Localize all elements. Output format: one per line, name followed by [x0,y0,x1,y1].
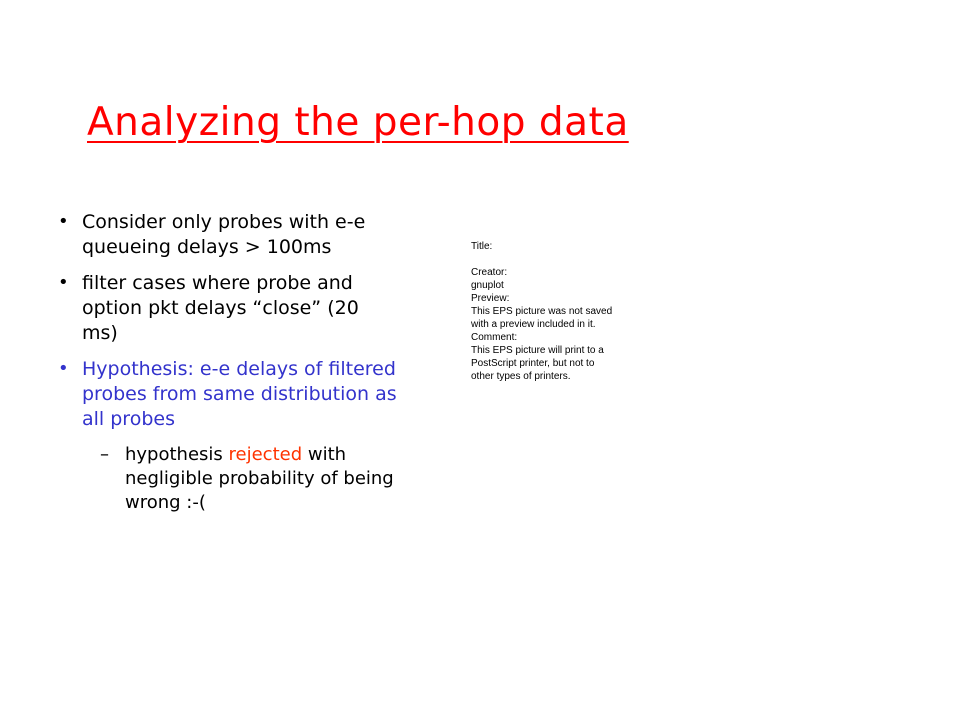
eps-placeholder [471,240,661,383]
bullet-glyph: • [58,358,69,379]
bullet-list [58,210,398,515]
eps-creator-value: gnuplot [471,280,504,291]
sub-bullet-text-before: hypothesis [125,444,229,465]
eps-creator-label: Creator: [471,267,508,278]
bullet-item-hypothesis [58,357,398,432]
sub-bullet-highlight: rejected [228,444,303,465]
eps-comment-text: other types of printers. [471,371,571,382]
eps-preview-text: This EPS picture was not saved [471,306,613,317]
bullet-glyph: • [58,272,69,293]
eps-comment-text: This EPS picture will print to a [471,345,604,356]
dash-glyph: – [100,444,109,465]
eps-title-label: Title: [471,241,493,252]
bullet-text: filter cases where probe and option pkt delays “close” (20 ms) [82,272,359,344]
eps-comment-label: Comment: [471,332,518,343]
eps-preview-label: Preview: [471,293,510,304]
bullet-item [58,210,398,260]
bullet-glyph: • [58,211,69,232]
bullet-text: Hypothesis: e-e delays of filtered probes from same distribution as all probes [82,358,397,430]
sub-bullet-item [58,443,398,515]
eps-comment-text: PostScript printer, but not to [471,358,595,369]
bullet-text: Consider only probes with e-e queueing delays > 100ms [82,211,366,258]
eps-preview-text: with a preview included in it. [471,319,596,330]
sub-bullet-text-after: with negligible probability of being wrong :-( [125,444,394,513]
bullet-item [58,271,398,346]
slide-title: Analyzing the per-hop data [87,100,629,145]
